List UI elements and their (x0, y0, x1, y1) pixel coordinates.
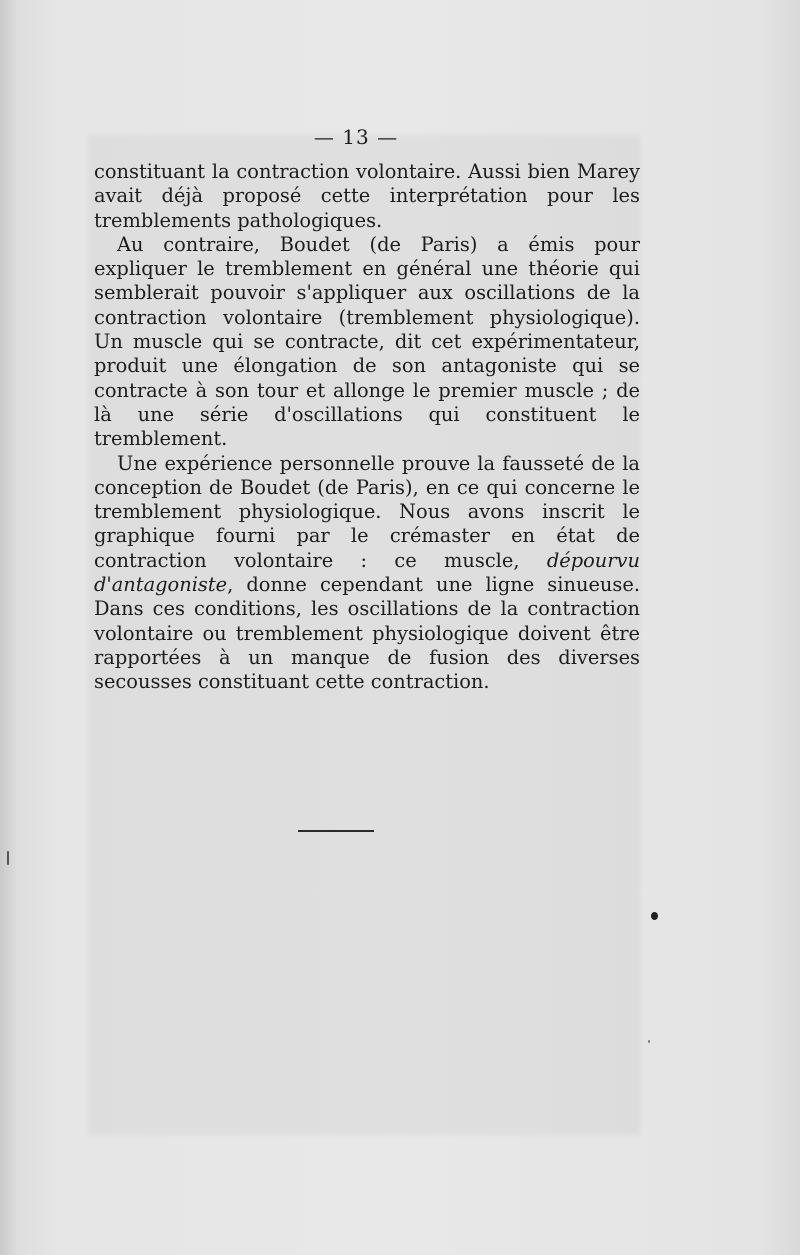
paragraph-1-text: constituant la contraction volontaire. Aussi bien Marey avait déjà proposé cette interprétation pour les tremblements pathologiques. (94, 160, 640, 232)
ink-speck (651, 912, 658, 920)
paragraph-2 (94, 233, 640, 452)
paragraph-3-italic-phrase: dépourvu d'antagoniste (94, 548, 640, 597)
body-text (94, 160, 640, 695)
page-number: — 13 — (313, 125, 399, 149)
section-end-rule (298, 830, 374, 832)
ink-speck (7, 851, 9, 865)
paragraph-2-text: Au contraire, Boudet (de Paris) a émis pour expliquer le tremblement en général une théorie qui semblerait pouvoir s'appliquer aux oscillations de la contraction volontaire (tremblement physiologique). Un muscle qui se contracte, dit cet expérimentateur, produit une élongation de son antagoniste qui se contracte à son tour et allonge le premier muscle ; de là une série d'oscillations qui constituent le tremblement. (94, 232, 640, 451)
paragraph-3 (94, 452, 640, 695)
paragraph-3-text-end: , donne cependant une ligne sinueuse. Dans ces conditions, les oscillations de la contraction volontaire ou tremblement physiologique doivent être rapportées à un manque de fusion des diverses secousses constituant cette contraction. (94, 573, 640, 694)
ink-speck (648, 1040, 650, 1043)
paragraph-1 (94, 160, 640, 233)
paragraph-3-text-start: Une expérience personnelle prouve la fausseté de la conception de Boudet (de Paris), en ce qui concerne le tremblement physiologique. Nous avons inscrit le graphique fourni par le crémaster en état de contraction volontaire : ce muscle, (94, 451, 640, 572)
